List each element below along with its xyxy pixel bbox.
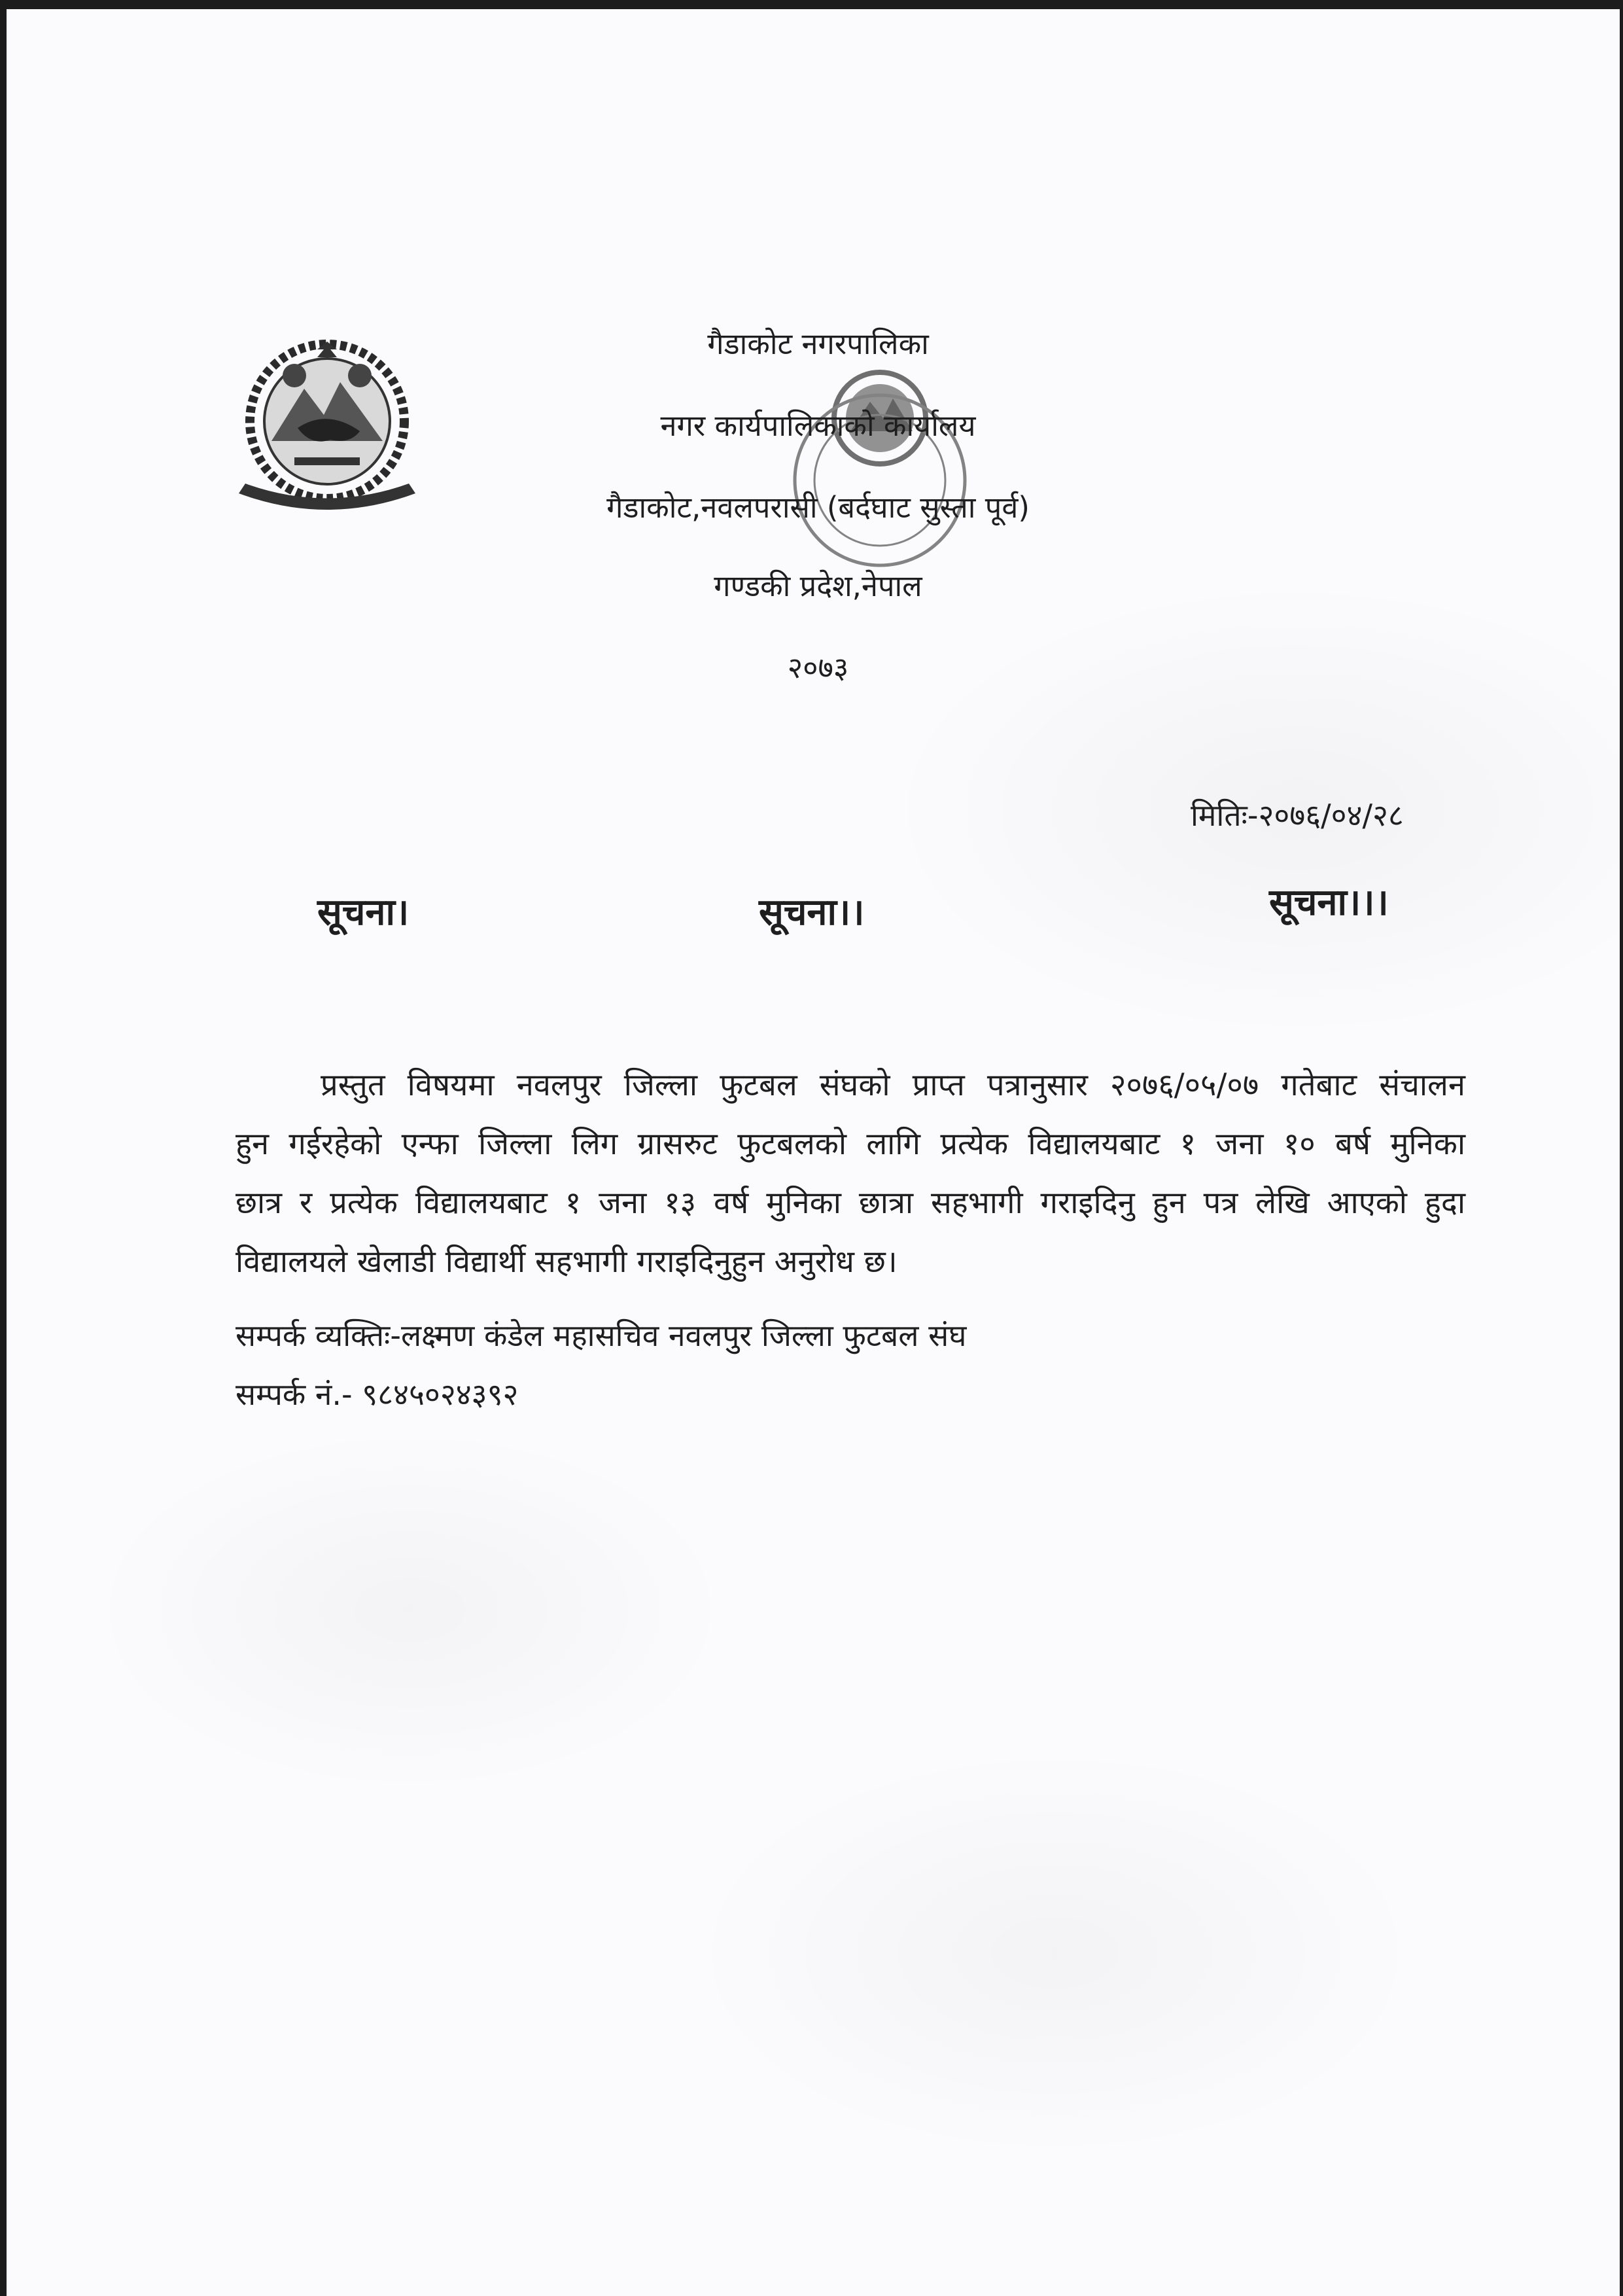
letter-date: मितिः-२०७६/०४/२८	[1191, 798, 1404, 833]
office-seal-stamp	[772, 340, 988, 575]
letter-page	[7, 9, 1620, 2296]
body-line-2: हुन गईरहेको एन्फा जिल्ला लिग ग्रासरुट फुटबलको लागि प्रत्येक विद्यालयबाट १ जना १० बर्ष मुनिका	[236, 1126, 1465, 1162]
body-line-1: प्रस्तुत विषयमा नवलपुर जिल्ला फुटबल संघको प्राप्त पत्रानुसार २०७६/०५/०७ गतेबाट संचालन	[321, 1067, 1465, 1103]
notice-title-2: सूचना।।	[759, 891, 865, 934]
contact-number: सम्पर्क नं.- ९८४५०२४३९२	[236, 1377, 519, 1412]
contact-person: सम्पर्क व्यक्तिः-लक्ष्मण कंडेल महासचिव नवलपुर जिल्ला फुटबल संघ	[236, 1318, 967, 1353]
notice-title-3: सूचना।।।	[1269, 881, 1389, 924]
body-line-4: विद्यालयले खेलाडी विद्यार्थी सहभागी गराइदिनुहुन अनुरोध छ।	[236, 1244, 898, 1280]
office-name: गैडाकोट नगरपालिका	[707, 327, 929, 361]
body-line-3: छात्र र प्रत्येक विद्यालयबाट १ जना १३ वर्ष मुनिका छात्रा सहभागी गराइदिनु हुन पत्र लेखि आएको हुदा	[236, 1185, 1465, 1221]
notice-title-1: सूचना।	[317, 891, 410, 934]
office-title: नगर कार्यपालिकाको कार्यालय	[660, 408, 976, 443]
establishment-year: २०७३	[787, 650, 849, 685]
office-province: गण्डकी प्रदेश,नेपाल	[714, 569, 922, 603]
office-address: गैडाकोट,नवलपरासी (बर्दघाट सुस्ता पूर्व)	[606, 490, 1030, 525]
